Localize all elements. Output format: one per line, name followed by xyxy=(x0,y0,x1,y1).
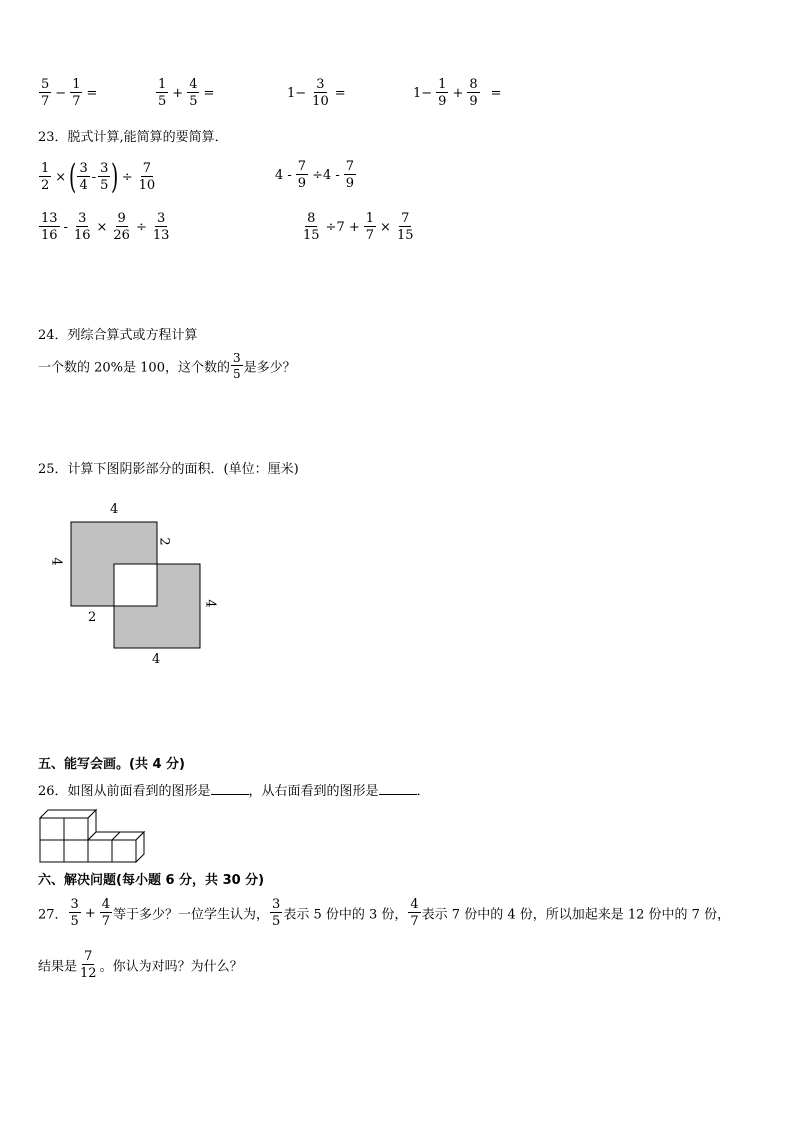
fraction: $\frac{7}{9}$ xyxy=(345,159,355,191)
label-bottom-left: 2 xyxy=(88,610,97,625)
fraction: $\frac{4}{7}$ xyxy=(410,897,419,929)
fraction: $\frac{3}{5}$ xyxy=(272,897,281,929)
fraction: $\frac{7}{12}$ xyxy=(80,949,97,981)
fraction: $\frac{3}{16}$ xyxy=(73,211,91,243)
fraction: $\frac{3}{10}$ xyxy=(312,77,329,109)
fraction: $\frac{8}{9}$ xyxy=(469,77,478,109)
label-left: 4 xyxy=(48,557,64,566)
exercise-23-2: 4 - $\frac{7}{9}$ ÷4 - $\frac{7}{9}$ xyxy=(275,159,355,191)
question-26-text: 26．如图从前面看到的图形是 ，从右面看到的图形是 ． xyxy=(38,784,430,799)
fraction: $\frac{8}{15}$ xyxy=(303,211,320,243)
cube-front-face xyxy=(64,840,88,862)
label-top: 4 xyxy=(110,502,119,517)
cube-front-face xyxy=(40,840,64,862)
answer-blank-front xyxy=(211,782,249,795)
fraction: $\frac{5}{7}$ xyxy=(41,77,50,109)
fraction: $\frac{3}{5}$ xyxy=(232,351,241,381)
overlap-square xyxy=(114,564,157,606)
exercise-23-4: $\frac{8}{15}$ ÷7 + $\frac{1}{7}$ × $\frac{7}{15}$ xyxy=(303,211,414,243)
fraction: $\frac{3}{13}$ xyxy=(152,211,170,243)
cube-front-face xyxy=(40,818,64,840)
cube-figure xyxy=(38,808,150,870)
left-paren: ( xyxy=(69,157,77,197)
exercise-23-1: $\frac{1}{2}$ ×( $\frac{3}{4}$ - $\frac{3}{5}$ ) ÷ $\frac{7}{10}$ xyxy=(41,157,156,197)
cube-front-face xyxy=(64,818,88,840)
cube-front-face xyxy=(88,840,112,862)
exercise-22-1: $\frac{5}{7}$ − $\frac{1}{7}$ = xyxy=(41,77,98,109)
fraction: $\frac{4}{5}$ xyxy=(189,77,198,109)
question-25-title: 25．计算下图阴影部分的面积．(单位：厘米) xyxy=(38,462,299,477)
fraction: $\frac{1}{5}$ xyxy=(158,77,167,109)
fraction: $\frac{13}{16}$ xyxy=(41,211,58,243)
cube-top-face xyxy=(40,810,96,818)
cube-stack-svg xyxy=(38,808,150,866)
fraction: $\frac{1}{7}$ xyxy=(72,77,81,109)
label-bottom: 4 xyxy=(152,652,161,667)
fraction: $\frac{4}{7}$ xyxy=(101,897,111,929)
fraction: $\frac{1}{9}$ xyxy=(438,77,447,109)
fraction: $\frac{1}{2}$ xyxy=(41,161,50,193)
exercise-22-3: 1− $\frac{3}{10}$ = xyxy=(287,77,346,109)
fraction: $\frac{3}{4}$ xyxy=(79,161,88,193)
fraction: $\frac{1}{7}$ xyxy=(365,211,375,243)
fraction: $\frac{3}{5}$ xyxy=(70,897,79,929)
fraction: $\frac{7}{9}$ xyxy=(297,159,307,191)
exercise-22-2: $\frac{1}{5}$ + $\frac{4}{5}$ = xyxy=(158,77,215,109)
question-24-title: 24．列综合算式或方程计算 xyxy=(38,328,198,343)
question-27-line-2: 结果是 $\frac{7}{12}$ 。你认为对吗？为什么？ xyxy=(38,949,243,981)
shaded-area-svg xyxy=(40,496,240,676)
fraction: $\frac{3}{5}$ xyxy=(100,161,109,193)
label-right-lower: 4 xyxy=(202,599,218,608)
question-23-title: 23．脱式计算,能简算的要简算． xyxy=(38,130,228,145)
question-24-text: 一个数的 20%是 100，这个数的 $\frac{3}{5}$ 是多少？ xyxy=(38,351,296,381)
question-27-line-1: 27． $\frac{3}{5}$ + $\frac{4}{7}$ 等于多少？一位学生认为， $\frac{3}{5}$ 表示 5 份中的 3 份， $\frac{4}{7}$ 表示 7 份中的 4 份，所以加起来是 12 份中的 7 份， xyxy=(38,897,731,929)
label-right-upper: 2 xyxy=(156,537,172,546)
exercise-23-3: $\frac{13}{16}$ - $\frac{3}{16}$ × $\frac{9}{26}$ ÷ $\frac{3}{13}$ xyxy=(41,211,170,243)
fraction: $\frac{9}{26}$ xyxy=(113,211,130,243)
fraction: $\frac{7}{10}$ xyxy=(138,161,156,193)
section-6-heading: 六、解决问题(每小题 6 分，共 30 分) xyxy=(38,873,265,888)
cube-front-face xyxy=(112,840,136,862)
right-paren: ) xyxy=(111,157,119,197)
answer-blank-right xyxy=(379,782,417,795)
fraction: $\frac{7}{15}$ xyxy=(396,211,414,243)
section-5-heading: 五、能写会画。(共 4 分) xyxy=(38,757,185,772)
shaded-area-figure xyxy=(40,496,240,676)
exercise-22-4: 1− $\frac{1}{9}$ + $\frac{8}{9}$ = xyxy=(413,77,502,109)
